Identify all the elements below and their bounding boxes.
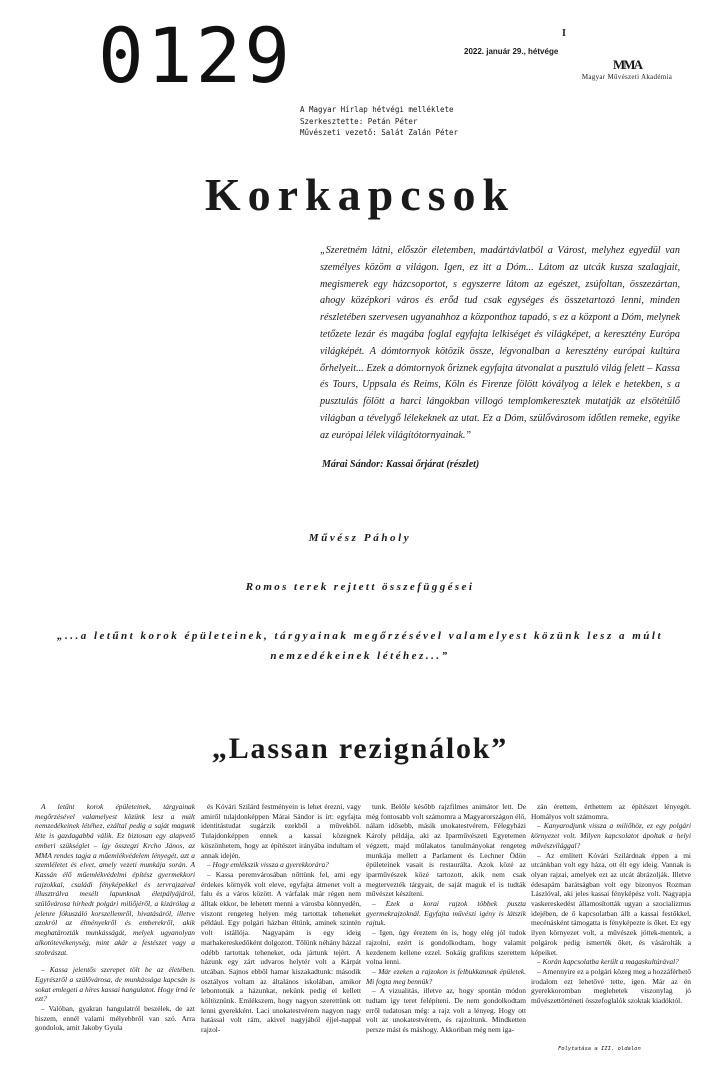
article-paragraph: – Az említett Kóvári Szilárdnak éppen a mi utcánkban volt egy háza, ott élt egy ideig. Vannak is olyan rajzai, amelyek ezt az utcát ábrázolják. Illetve édesapám barátságban volt egy bizonyos Rozman Lászlóval, aki jeles kassai fényképész volt. Nagyapja vaskereskedést államosították ugyan a szocializmus idejében, de ő kapcsolatban állt a kassai festőkkel, mecénásként támogatta is fényképezte is őket. Ez egy ilyen környezet volt, a művészek jöttek-mentek, a polgárok pedig ismerték őket, és vásárolták a képeiket. bbox=[531, 850, 691, 957]
mma-logo bbox=[572, 58, 682, 81]
article-paragraph: – Amennyire ez a polgári közeg meg a hozzáférhető irodalom ezt lehetővé tette, igen. Már az én gyerekkoromban meglehetek viszonylag jó művészettörténeti összefoglalók szoktak kiadóktól. bbox=[531, 966, 691, 1006]
article-paragraph: – Kanyarodjunk vissza a miliőhöz, ez egy polgári környezet volt. Milyen kapcsolatot ápoltak a helyi művészvilággal? bbox=[531, 821, 691, 850]
headline: Korkapcsok bbox=[204, 169, 516, 220]
issue-number: 0129 bbox=[98, 11, 294, 100]
article-paragraph: és Kóvári Szilárd festményein is lehet érezni, vagy amiről tulajdonképpen Márai Sándor is írt: egyfajta identitástudat sugárzik ezekből a művekből. Tulajdonképpen ennek a kassai közegnek köszönhetem, hogy az építészet irányába indultam el annak idején. bbox=[201, 802, 361, 860]
lead-quote: „...a letűnt korok épületeinek, tárgyainak megőrzésével valamelyest közünk lesz a múlt nemzedékeinek létéhez...” bbox=[56, 630, 664, 662]
quote-attribution: Márai Sándor: Kassai őrjárat (részlet) bbox=[322, 459, 480, 470]
article-paragraph: – Valóban, gyakran hangulatról beszélek, de azt hiszem, ennél valami mélyebbről van szó. Arra gondolok, amit Jakoby Gyula bbox=[35, 1004, 195, 1033]
article-paragraph: – A vizualitás, illetve az, hogy spontán módon tudtam így teret felépíteni. De nem gondolkodtam erről tudatosan még: a rajz volt a lényeg. Hogy ott volt az unokatestvérem, és rajzoltunk. Mindketten persze mást és máshogy. Akkoriban még nem iga- bbox=[366, 986, 526, 1035]
mma-logo-text: Magyar Művészeti Akadémia bbox=[581, 73, 673, 81]
credits bbox=[300, 104, 458, 139]
article-paragraph: – Kassa jelentős szerepet tölt be az életében. Egyrészről a szülővárosa, de munkássága kapcsán is sokat emlegeti a híres kassai hangulatot. Hogy írná le ezt? bbox=[35, 965, 195, 1004]
article-paragraph: – Ezek a korai rajzok többek puszta gyermekrajzoknál. Egyfajta művészi igény is látszik rajtuk. bbox=[366, 899, 526, 928]
mma-logo-mark: MMA bbox=[613, 57, 641, 72]
continuation-note: Folytatása a III. oldalon bbox=[558, 1046, 641, 1052]
credit-line: Szerkesztette: Petán Péter bbox=[300, 116, 418, 126]
article-paragraph: – Hogy emlékszik vissza a gyerekkorára? bbox=[207, 860, 329, 870]
credit-line: A Magyar Hírlap hétvégi melléklete bbox=[300, 105, 454, 114]
subtitle: Romos terek rejtett összefüggései bbox=[245, 581, 475, 593]
article-column-4 bbox=[531, 802, 691, 1006]
article-column-2 bbox=[201, 802, 361, 1035]
section-title: Művész Páholy bbox=[308, 532, 412, 544]
article-paragraph: – Korán kapcsolatba került a magaskultúrával? bbox=[537, 957, 679, 967]
article-paragraph: – Kassa peremvárosában nőttünk fel, ami egy érdekes környék volt eleve, egyfajta átmenet volt a falu és a város között. A várfalak már régen nem álltak ekkor, be lehetett menni a városba könnyedén, viszont rengeteg helyen még tartottak teheneket például. Egy polgári házban éltünk, aminek szintén volt istállója. Nagyapám is egy ideig marhakereskedőként dolgozott. Tőlünk néhány házzal odébb tartottak teheneket, oda jártunk tejért. A házunk egy zárt udvaros helytér volt a Kárpát utcában. Sajnos ebből hamar kiszakadtunk: második osztályos voltam az általános iskolában, amikor lebontották a házunkat, nekünk pedig el kellett költöznünk. Emlékszem, hogy nagyon szerettünk ott lenni gyerekként. Laci unokatestvérem nagyon nagy hatással volt rám, akivel nagyjából éjjel-nappal rajzol- bbox=[201, 869, 361, 1035]
credit-line: Művészeti vezető: Salát Zalán Péter bbox=[300, 128, 459, 137]
article-column-1 bbox=[35, 802, 195, 1033]
issue-date: 2022. január 29., hétvége bbox=[464, 47, 559, 56]
article-column-3 bbox=[366, 802, 526, 1035]
article-title: „Lassan rezignálok” bbox=[211, 732, 509, 765]
article-paragraph: A letűnt korok épületeinek, tárgyainak megőrzésével valamelyest közünk lesz a múlt nemzedékeinek létéhez, ezáltal pedig a saját magunk léte is gazdagabbá válik. Ez biztosan egy alapvető emberi szükséglet – így összegzi Krcho János, az MMA rendes tagja a műemlékvédelem lényegét, azt a szemléletet és elvet, amely vezeti munkája során. A Kassán élő műemlékvédelmi építész gyermekkori rajzokkal, családi fényképekkel és tervrajzaival illusztrálva mesélt lapunknak életpályájáról, szülővárosa hírhedt polgári miliőjéről, a kizárólag a jelenre fókuszáló korszellemről, hivatásáról, illetve azokról az élményekről és emberekről, akik meghatározták munkásságát, melyek ugyanolyan alkotótevékenység, mint akár a festészet vagy a szobrászat. bbox=[35, 802, 195, 957]
article-paragraph: – Már ezeken a rajzokon is felbukkannak épületek. Mi fogta meg bennük? bbox=[366, 966, 526, 986]
article-paragraph: zán érettem, érthettem az építészet lényegét. Homályos volt számomra. bbox=[531, 802, 691, 821]
article-paragraph: – Igen, úgy éreztem én is, hogy elég jól tudok rajzolni, ezért is gondolkodtam, hogy valamit kezdenem kellene ezzel. Sokáig grafikus szerettem volna lenni. bbox=[366, 928, 526, 967]
page-number: I bbox=[562, 28, 566, 39]
marai-quote: „Szeretném látni, először életemben, madártávlatból a Várost, melyhez egyedül van személyes közöm a világon. Igen, ez itt a Dóm... Látom az utcák kusza szalagjait, megismerek egy házcsoportot, s egyszerre látom az egészet, zsúfoltan, összezártan, ahogy középkori város és erőd tud csak egységes és összetartozó lenni, minden részletében szervesen ugyanahhoz a központhoz tapadó, s ez a központ a Dóm, melynek tetőzete lezár és magába foglal egyfajta lelkiséget és világképet, a keresztény Európa világképét. A dómtornyok kötözik össze, légvonalban a keresztény európai kultúra őrhelyeit... Ezek a dómtornyok őriznek egyfajta útvonalat a pusztuló világ felett – Kassa és Tours, Uppsala és Reims, Köln és Firenze fölött kóvályog a lélek e hetekben, s a pusztulás fölött a harci lángokban villogó templomkeresztek mutatják az elsötétülő világban a tévelygő lélekeknek az utat. Ez a Dóm, szülővárosom időtlen remeke, egyike az európai lélek világítótornyainak.” bbox=[320, 245, 680, 441]
article-paragraph: tunk. Belőle később rajzfilmes animátor lett. De még fontosabb volt számomra a Magyarországon élő, nálam idősebb, másik unokatestvérem, Félegyházi Károly példája, aki az Iparművészeti Egyetemen végzett, majd műlakatos tanulmányokat rengeteg munkája mellett a Parlament és Lechner Ödön épületeinek vasait is restaurálta. Azok közé az iparművészek közé tartozott, akik nem csak megtervezték tárgyait, de saját maguk el is tudták művészet készíteni. bbox=[366, 802, 526, 899]
